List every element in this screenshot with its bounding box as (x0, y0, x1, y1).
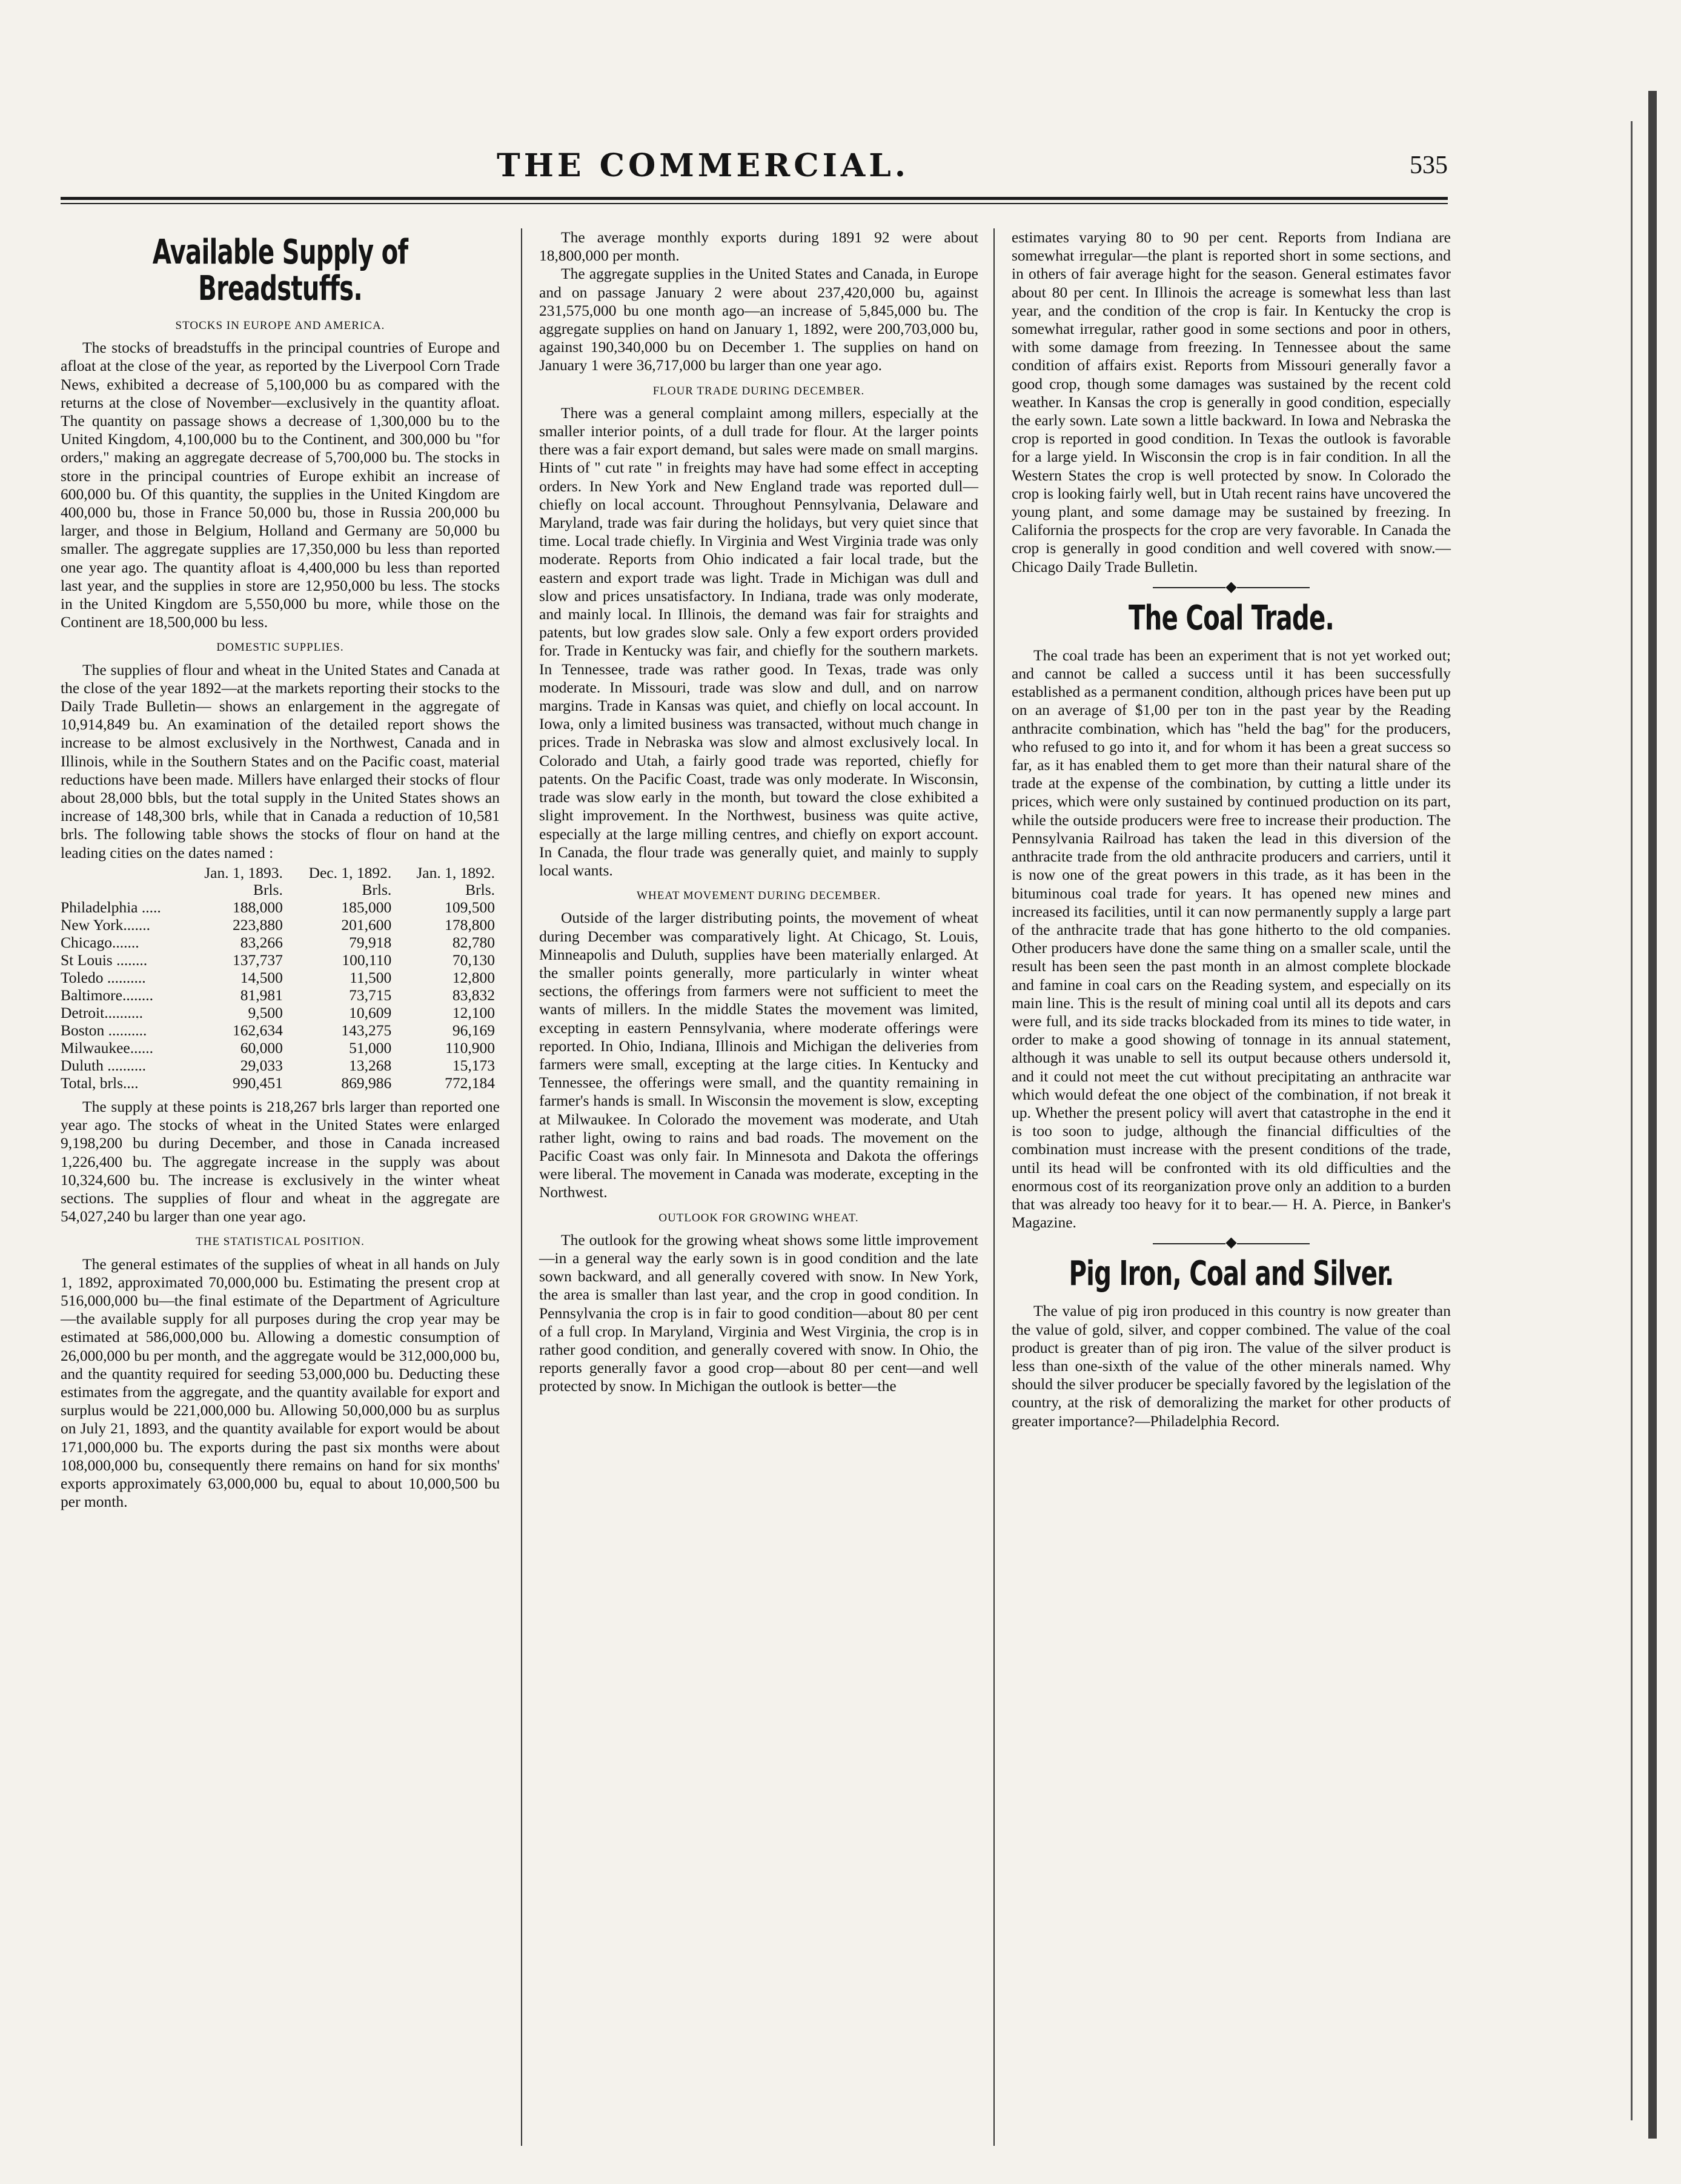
column-2 (539, 228, 978, 1396)
paragraph: The outlook for the growing wheat shows some little improvement—in a general way the early sown is in good condition and the late sown backward, and all generally covered with snow. In New York, the area is smaller than last year, and the crop in good condition. In Pennsylvania the crop is in fair to good condition—about 80 per cent of a full crop. In Maryland, Virginia and West Virginia, the crop is in rather good condition, and generally covered with snow. In Ohio, the reports generally favor a good crop—about 80 per cent—and well protected by snow. In Michigan the outlook is better—the (539, 1230, 978, 1395)
table-row (61, 986, 500, 1004)
table-cell: 109,500 (445, 898, 495, 916)
newspaper-page (61, 118, 1617, 2166)
table-cell: 11,500 (350, 968, 392, 986)
table-cell: 10,609 (349, 1003, 392, 1021)
table-row (61, 969, 500, 986)
table-cell: Total, brls.... (61, 1074, 139, 1092)
table-cell: 162,634 (232, 1021, 283, 1039)
table-header: Jan. 1, 1892. (416, 863, 495, 881)
masthead: THE COMMERCIAL. (497, 147, 909, 184)
subhead-outlook: OUTLOOK FOR GROWING WHEAT. (658, 1211, 859, 1224)
table-cell: 12,800 (452, 968, 495, 986)
table-cell: 201,600 (341, 915, 392, 934)
table-total-row (61, 1074, 500, 1092)
table-cell: 60,000 (240, 1038, 283, 1057)
column-3 (1012, 228, 1451, 1430)
subhead-stocks: STOCKS IN EUROPE AND AMERICA. (175, 319, 385, 332)
article-title-breadstuffs: Available Supply of Breadstuffs. (152, 233, 408, 308)
table-cell: 83,832 (452, 986, 495, 1004)
ornament-divider: ◆ (1012, 580, 1451, 594)
article-title-coal-trade: The Coal Trade. (1128, 598, 1334, 638)
page-number: 535 (1410, 151, 1448, 179)
table-cell: 14,500 (240, 968, 283, 986)
table-row (61, 1021, 500, 1039)
table-cell: Chicago....... (61, 933, 139, 951)
paragraph: The supplies of flour and wheat in the United States and Canada at the close of the year 1892—at the markets reporting their stocks to the Daily Trade Bulletin— shows an enlargement in the aggregate of 10,914,849 bu. An examination of the detailed report shows the increase to be almost exclusively in the Northwest, Canada and in Illinois, while in the Southern States and on the Pacific coast, material reductions have been made. Millers have enlarged their stocks of flour about 28,000 bbls, but the total supply in the United States shows an increase of 148,300 brls, while that in Canada a reduction of 10,581 brls. The following table shows the stocks of flour on hand at the leading cities on the dates named : (61, 660, 500, 861)
header-rule-thick (61, 197, 1448, 200)
table-header: Jan. 1, 1893. (204, 863, 283, 881)
table-cell: St Louis ........ (61, 951, 148, 969)
table-cell: Milwaukee...... (61, 1038, 153, 1057)
table-unit: Brls. (362, 880, 392, 898)
table-cell: 143,275 (341, 1021, 392, 1039)
paragraph: The aggregate supplies in the United States and Canada, in Europe and on passage January 2 were about 237,420,000 bu, against 231,575,000 bu one month ago—an increase of 5,845,000 bu. The aggregate supplies on hand on January 1, 1892, were 200,703,000 bu, against 190,340,000 bu on December 1. The supplies on hand on January 1 were 36,717,000 bu larger than one year ago. (539, 265, 978, 374)
table-cell: New York....... (61, 915, 151, 934)
paragraph: The supply at these points is 218,267 brls larger than reported one year ago. The stocks of wheat in the United States were enlarged 9,198,200 bu during December, and those in Canada increased 1,226,400 bu. The aggregate increase in the supply was about 10,324,600 bu. The increase is exclusively in the winter wheat sections. The supplies of flour and wheat in the aggregate are 54,027,240 bu larger than one year ago. (61, 1097, 500, 1226)
table-cell: 772,184 (445, 1074, 495, 1092)
paragraph: The stocks of breadstuffs in the principal countries of Europe and afloat at the close of the year, as reported by the Liverpool Corn Trade News, exhibited a decrease of 5,100,000 bu as compared with the returns at the close of November—exclusively in the quantity afloat. The quantity on passage shows a decrease of 1,300,000 bu to the United Kingdom, 4,100,000 bu to the Continent, and 300,000 bu "for orders," making an aggregate decrease of 5,700,000 bu. The stocks in store in the principal countries of Europe exhibit an increase of 600,000 bu. Of this quantity, the supplies in the United Kingdom are 400,000 bu, those in France 50,000 bu, those in Russia 200,000 bu larger, and those in Belgium, Holland and Germany are 50,000 bu smaller. The aggregate supplies are 17,350,000 bu less than reported one year ago. The quantity afloat is 4,400,000 bu less than reported last year, and the supplies in store are 12,950,000 bu less. The stocks in the United Kingdom are 5,550,000 bu more, while those on the Continent are 18,500,000 bu less. (61, 339, 500, 631)
table-row (61, 898, 500, 916)
table-header: Dec. 1, 1892. (308, 863, 392, 881)
subhead-statistical: THE STATISTICAL POSITION. (196, 1235, 365, 1249)
table-row (61, 1039, 500, 1057)
subhead-domestic: DOMESTIC SUPPLIES. (216, 641, 344, 654)
table-cell: 15,173 (452, 1056, 495, 1074)
table-body (61, 898, 500, 1074)
table-cell: 110,900 (445, 1038, 495, 1057)
table-cell: 9,500 (248, 1003, 283, 1021)
paragraph: The value of pig iron produced in this country is now greater than the value of gold, silver, and copper combined. The value of the coal product is greater than of pig iron. The value of the silver product is less than one-sixth of the value of the other minerals named. Why should the silver producer be specially favored by the legislation of the country, at the risk of demoralizing the market for other products of greater importance?—Philadelphia Record. (1012, 1302, 1451, 1430)
column-divider-2 (993, 228, 995, 2146)
subhead-wheat-movement: WHEAT MOVEMENT DURING DECEMBER. (637, 889, 881, 903)
subhead-flour-trade: FLOUR TRADE DURING DECEMBER. (652, 384, 865, 397)
flour-stocks-table (61, 865, 500, 1092)
table-cell: Boston .......... (61, 1021, 147, 1039)
paragraph: Outside of the larger distributing points, the movement of wheat during December was comparatively light. At Chicago, St. Louis, Minneapolis and Duluth, supplies have been materially enlarged. At the smaller points generally, more particularly in winter wheat sections, the offerings from farmers were not sufficient to meet the wants of millers. In the middle States the movement was limited, excepting in eastern Pennsylvania, where moderate offerings were reported. In Ohio, Indiana, Illinois and Michigan the deliveries from farmers were small, excepting at the large cities. In Kentucky and Tennessee, the offerings were small, and the quantity remaining in farmer's hands is small. In Wisconsin the movement is slow, excepting at Milwaukee. In Colorado the movement was moderate, and Utah rather light, owing to rains and bad roads. The movement on the Pacific Coast was only fair. In Minnesota and Dakota the offerings were liberal. The movement in Canada was moderate, excepting in the Northwest. (539, 909, 978, 1201)
table-cell: 12,100 (452, 1003, 495, 1021)
table-cell: 51,000 (349, 1038, 392, 1057)
table-units-row (61, 881, 500, 898)
scan-edge-line (1631, 121, 1633, 2120)
paragraph: The coal trade has been an experiment that is not yet worked out; and cannot be called a success until it has been successfully established as a permanent condition, although prices have been put up on an average of $1,00 per ton in the past year by the Reading anthracite combination, which has "held the bag" for the producers, who refused to go into it, and for whom it has been a great success so far, as it has enabled them to get more than their natural share of the trade at the expense of the combination, by cutting a little under its prices, which were only sustained by continued production on its part, while the outside producers were free to increase their production. The Pennsylvania Railroad has taken the lead in this diversion of the anthracite trade from the old anthracite producers and carriers, until it is now one of the great powers in this trade, as it has been in the bituminous coal trade for years. It has opened new mines and increased its facilities, until it can now permanently supply a large part of the anthracite trade that has gone hitherto to the old companies. Other producers have done the same thing on a smaller scale, until the result has been seen the past month in an almost complete blockade and famine in coal cars on the Reading system, and especially on its main line. This is the result of mining coal until all its depots and cars were full, and its side tracks blockaded from its mines to tide water, in order to make a good showing of tonnage in its annual statement, although it was unable to sell its output because others undersold it, and it could not meet the cut without precipitating an anthracite war which would defeat the one object of the combination, if not break it up. Whether the present policy will avert that catastrophe in the end it is too soon to judge, although the financial difficulties of the combination must increase with the present conditions of the trade, until its head will be confronted with its old difficulties and the enormous cost of its reorganization prove only an addition to a burden that was already too heavy for it to bear.— H. A. Pierce, in Banker's Magazine. (1012, 646, 1451, 1232)
article-title-pig-iron: Pig Iron, Coal and Silver. (1069, 1254, 1394, 1294)
table-cell: 96,169 (452, 1021, 495, 1039)
table-cell: 83,266 (240, 933, 283, 951)
table-cell: Philadelphia ..... (61, 898, 161, 916)
scan-edge (1648, 91, 1657, 2139)
table-unit (61, 881, 184, 898)
table-row (61, 951, 500, 969)
table-unit: Brls. (465, 880, 495, 898)
table-header-row (61, 865, 500, 881)
table-cell: Detroit.......... (61, 1003, 143, 1021)
paragraph: The average monthly exports during 1891 92 were about 18,800,000 per month. (539, 228, 978, 265)
page-header (61, 147, 1448, 184)
table-cell: Toledo .......... (61, 968, 146, 986)
table-row (61, 1057, 500, 1074)
table-cell: 81,981 (240, 986, 283, 1004)
table-cell: 100,110 (342, 951, 392, 969)
table-cell: Duluth .......... (61, 1056, 146, 1074)
table-cell: 29,033 (240, 1056, 283, 1074)
table-header (61, 865, 184, 881)
table-cell: 137,737 (232, 951, 283, 969)
table-cell: 990,451 (232, 1074, 283, 1092)
paragraph: The general estimates of the supplies of wheat in all hands on July 1, 1892, approximated 70,000,000 bu. Estimating the present crop at 516,000,000 bu—the final estimate of the Department of Agriculture—the available supply for all purposes during the crop year may be estimated at 586,000,000 bu. Allowing a domestic consumption of 26,000,000 bu per month, and the aggregate would be 312,000,000 bu, and the quantity required for seeding 53,000,000 bu. Deducting these estimates from the aggregate, and the quantity available for export and surplus would be 221,000,000 bu. Allowing 50,000,000 bu as surplus on July 21, 1893, and the quantity available for export would be about 171,000,000 bu. The exports during the past six months were about 108,000,000 bu, consequently there remains on hand for six months' exports approximately 63,000,000 bu, equal to about 10,000,500 bu per month. (61, 1255, 500, 1511)
table-row (61, 1004, 500, 1021)
table-cell: 73,715 (349, 986, 392, 1004)
paragraph: estimates varying 80 to 90 per cent. Reports from Indiana are somewhat irregular—the plant is reported short in some sections, and in others of fair average hight for the season. General estimates favor about 80 per cent. In Illinois the acreage is somewhat less than last year, and the condition of the crop is fair. In Kentucky the crop is somewhat irregular, rather good in some sections and poor in others, with some damage from freezing. In Tennessee about the same condition of affairs exist. Reports from Missouri generally favor a good crop, though some damages was sustained by the recent cold weather. In Kansas the crop is generally in good condition, especially the early sown. Late sown a little backward. In Iowa and Nebraska the crop is reported in good condition. In Texas the outlook is favorable for a large yield. In Wisconsin the crop is in fair condition. In all the Western States the crop is well protected by snow. In Colorado the crop is looking fairly well, but in Utah recent rains have uncovered the young plant, and some damage may be sustained by freezing. In California the prospects for the crop are very favorable. In Canada the crop is generally in good condition and well covered with snow.— Chicago Daily Trade Bulletin. (1012, 228, 1451, 576)
table-cell: 869,986 (341, 1074, 392, 1092)
table-cell: 13,268 (349, 1056, 392, 1074)
table-row (61, 934, 500, 951)
table-cell: Baltimore........ (61, 986, 153, 1004)
table-cell: 178,800 (445, 915, 495, 934)
table-cell: 223,880 (232, 915, 283, 934)
paragraph: There was a general complaint among millers, especially at the smaller interior points, of a dull trade for flour. At the larger points there was a fair export demand, but sales were made on small margins. Hints of " cut rate " in freights may have had some effect in accepting orders. In New York and New England trade was reported dull—chiefly on local account. Throughout Pennsylvania, Delaware and Maryland, trade was fair during the holidays, but very quiet since that time. Local trade chiefly. In Virginia and West Virginia trade was only moderate. Reports from Ohio indicated a fair local trade, but the eastern and export trade was light. Trade in Michigan was dull and slow and prices unsatisfactory. In Indiana, trade was only moderate, and mainly local. In Illinois, the demand was fair for straights and patents, but low grades slow sale. Only a few export orders provided for. Trade in Kentucky was fair, and chiefly for the southern markets. In Tennessee, trade was rather good. In Texas, trade was only moderate. In Missouri, trade was slow and dull, and on narrow margins. Trade in Kansas was quiet, and chiefly on local account. In Iowa, only a limited business was transacted, without much change in prices. Trade in Nebraska was slow and almost exclusively local. In Colorado and Utah, a fairly good trade was reported, chiefly for patents. On the Pacific Coast, trade was only moderate. In Wisconsin, trade was slow early in the month, but toward the close exhibited a slight improvement. In the Northwest, business was quite active, especially at the large milling centres, and chiefly on export account. In Canada, the flour trade was generally quiet, and mainly to supply local wants. (539, 403, 978, 879)
ornament-divider: ◆ (1012, 1235, 1451, 1250)
table-cell: 82,780 (452, 933, 495, 951)
table-cell: 188,000 (232, 898, 283, 916)
table-row (61, 916, 500, 934)
table-unit: Brls. (253, 880, 283, 898)
table-cell: 185,000 (341, 898, 392, 916)
table-cell: 70,130 (452, 951, 495, 969)
column-1 (61, 228, 500, 1511)
header-rule-thin (61, 203, 1448, 204)
column-divider-1 (521, 228, 522, 2146)
table-cell: 79,918 (349, 933, 392, 951)
